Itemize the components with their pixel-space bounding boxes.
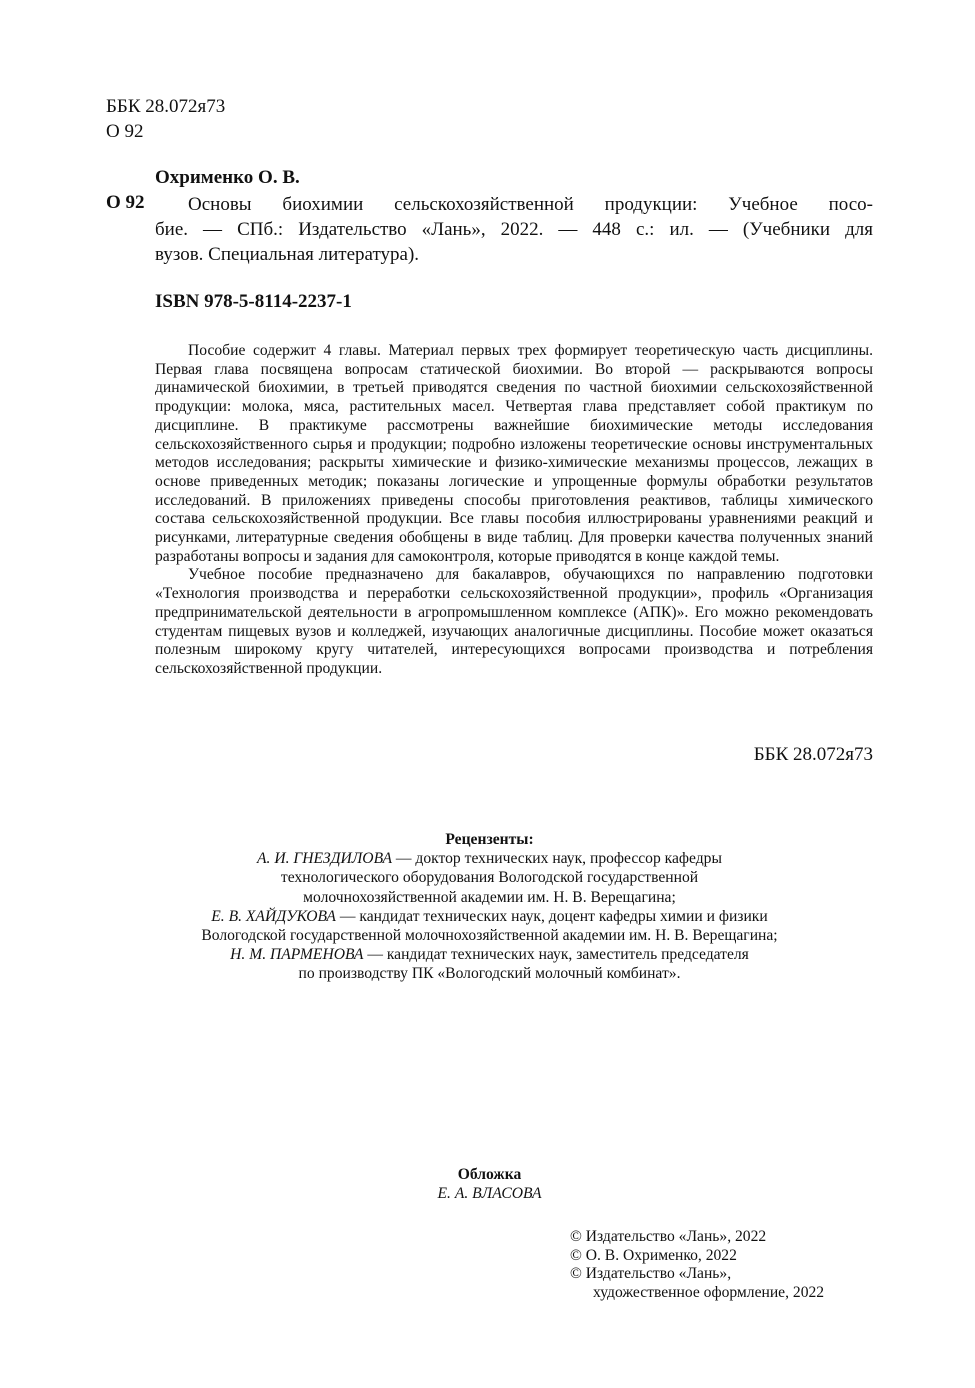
reviewer-2-name: Е. В. ХАЙДУКОВА [211, 907, 336, 925]
author-name: Охрименко О. В. [155, 167, 300, 188]
isbn: ISBN 978-5-8114-2237-1 [155, 291, 352, 312]
title-line-1: Основы биохимии сельскохозяйственной продукции: Учебное посо- [188, 194, 873, 215]
reviewer-1 [106, 849, 873, 868]
cover-credit [106, 1165, 873, 1203]
reviewer-1-line-3: молочнохозяйственной академии им. Н. В. Верещагина; [303, 888, 676, 906]
reviewer-3-line-1: — кандидат технических наук, заместитель председателя [363, 946, 749, 964]
reviewers-block [106, 830, 873, 984]
title-line-2: бие. — СПб.: Издательство «Лань», 2022. — 448 с.: ил. — (Учебники для [155, 219, 873, 240]
reviewer-2-line-2: Вологодской государственной молочнохозяйственной академии им. Н. В. Верещагина; [201, 927, 778, 945]
author-mark: О 92 [106, 121, 144, 142]
copyright-line-1: © Издательство «Лань», 2022 [570, 1228, 767, 1245]
reviewer-2-line-1: — кандидат технических наук, доцент кафедры химии и физики [335, 907, 768, 925]
bbk-code: ББК 28.072я73 [106, 96, 226, 117]
reviewers-heading: Рецензенты: [445, 831, 534, 848]
cover-designer: Е. А. ВЛАСОВА [437, 1185, 542, 1202]
cover-heading: Обложка [457, 1166, 522, 1183]
reviewer-1-line-1: — доктор технических наук, профессор кафедры [392, 850, 722, 868]
reviewer-3-line-2: по производству ПК «Вологодский молочный комбинат». [298, 965, 681, 983]
title-line-3: вузов. Специальная литература). [155, 244, 420, 265]
reviewer-3-name: Н. М. ПАРМЕНОВА [230, 946, 364, 964]
abstract-paragraph-2: Учебное пособие предназначено для бакалавров, обучающихся по направлению подготовки «Технология производства и переработки сельскохозяйственной продукции», профиль «Организация предпринимательской деятельности в агропромышленном комплексе (АПК)». Его можно рекомендовать студентам пищевых вузов и колледжей, изучающих аналогичные дисциплины. Пособие может оказаться полезным широкому кругу читателей, интересующихся вопросами производства и потребления сельскохозяйственной продукции. [155, 566, 873, 677]
abstract-paragraph-1: Пособие содержит 4 главы. Материал первых трех формирует теоретическую часть дисциплины. Первая глава посвящена вопросам статической биохимии. Во второй — раскрываются вопросы динамической биохимии, в третьей приводятся сведения по частной биохимии сельскохозяйственной продукции: молока, мяса, растительных масел. Четвертая глава представляет собой практикум по дисциплине. В практикуме рассмотрены важнейшие биохимические методы исследования сельскохозяйственного сырья и продукции; подробно изложены теоретические основы инструментальных методов исследования; раскрыты химические и физико-химические механизмы процессов, лежащих в основе приведенных методик; показаны логические и упрощенные формулы обработки результатов исследований. В приложениях приведены способы приготовления реактивов, таблицы химического состава сельскохозяйственной продукции. Все главы пособия иллюстрированы уравнениями реакций и рисунками, литературные сведения обобщены в виде таблиц. Для проверки качества полученных знаний разработаны вопросы и задания для самоконтроля, которые приводятся в конце каждой темы. [155, 342, 873, 565]
copyright-line-4: художественное оформление, 2022 [593, 1283, 825, 1301]
reviewer-1-name: А. И. ГНЕЗДИЛОВА [257, 850, 393, 868]
reviewer-2 [106, 907, 873, 926]
copyright-line-2: © О. В. Охрименко, 2022 [570, 1246, 737, 1264]
copyright-block [570, 1228, 824, 1302]
abstract [155, 342, 873, 679]
copyright-line-3: © Издательство «Лань», [570, 1265, 732, 1282]
reviewer-3 [106, 945, 873, 964]
reviewer-1-line-2: технологического оборудования Вологодской государственной [280, 869, 699, 887]
author-mark-code: О 92 [106, 192, 145, 213]
bbk-header [106, 94, 225, 144]
bibliographic-description [155, 192, 873, 267]
bbk-code-right: ББК 28.072я73 [753, 744, 873, 765]
